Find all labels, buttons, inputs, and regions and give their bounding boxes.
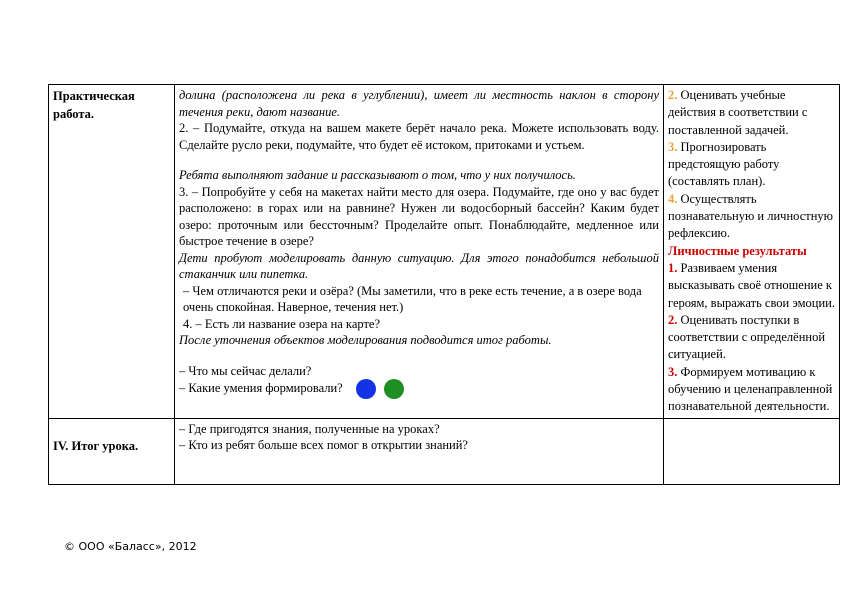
result-text: Формируем мотивацию к обучению и целенаправленной познавательной деятельности. bbox=[668, 364, 833, 414]
result-number: 2. bbox=[668, 88, 678, 102]
result-item bbox=[668, 87, 835, 139]
activity-paragraph: 2. – Подумайте, откуда на вашем макете берёт начало река. Можете использовать воду. Сделайте русло реки, подумайте, что будет её истоком, притоками и устьем. bbox=[179, 121, 659, 152]
result-number: 2. bbox=[668, 312, 678, 327]
paragraph-spacer bbox=[179, 349, 659, 363]
summary-question: – Где пригодятся знания, полученные на уроках? bbox=[179, 421, 440, 436]
reflection-dots bbox=[356, 379, 409, 399]
blue-circle-icon bbox=[356, 379, 376, 399]
result-item bbox=[668, 191, 835, 243]
stage-cell-summary bbox=[49, 418, 175, 484]
summary-cell bbox=[175, 418, 664, 484]
result-text: Прогнозировать предстоящую работу (составлять план). bbox=[668, 139, 780, 189]
stage-cell-practical bbox=[49, 85, 175, 419]
activity-paragraph: 3. – Попробуйте у себя на макетах найти место для озера. Подумайте, где оно у вас будет расположено: в горах или на равнине? Нужен ли водосборный бассейн? Каким будет озеро: проточным или бессточным? Проделайте опыт. Понаблюдайте, медленное или быстрое течение в озере? bbox=[179, 184, 659, 248]
activity-paragraph: – Что мы сейчас делали? bbox=[179, 363, 312, 378]
result-item bbox=[668, 312, 835, 364]
activity-paragraph: Дети пробуют моделировать данную ситуацию. Для этого понадобится небольшой стаканчик или пипетка. bbox=[179, 250, 659, 281]
activity-paragraph: – Чем отличаются реки и озёра? (Мы заметили, что в реке есть течение, а в озере вода очень спокойная. Наверное, течения нет.) bbox=[183, 283, 642, 314]
personal-results-list bbox=[668, 260, 835, 416]
activity-last-line bbox=[179, 379, 659, 399]
paragraph-spacer bbox=[179, 153, 659, 167]
activity-paragraph: 4. – Есть ли название озера на карте? bbox=[183, 316, 381, 331]
result-text: Оценивать поступки в соответствии с определённой ситуацией. bbox=[668, 312, 826, 362]
result-number: 1. bbox=[668, 260, 678, 275]
question-skills: – Какие умения формировали? bbox=[179, 380, 343, 395]
result-item bbox=[668, 364, 835, 416]
result-number: 4. bbox=[668, 191, 678, 206]
regulatory-results-list bbox=[668, 87, 835, 243]
activity-paragraph: После уточнения объектов моделирования подводится итог работы. bbox=[179, 333, 552, 347]
empty-results-cell bbox=[664, 418, 840, 484]
result-text: Развиваем умения высказывать своё отношение к героям, выражать свои эмоции. bbox=[668, 260, 835, 310]
table-row bbox=[49, 418, 840, 484]
result-item bbox=[668, 139, 835, 191]
result-text: Осуществлять познавательную и личностную рефлексию. bbox=[668, 191, 833, 241]
stage-label: IV. Итог урока. bbox=[53, 438, 139, 453]
table-row bbox=[49, 85, 840, 419]
stage-label: Практическая работа. bbox=[53, 89, 135, 121]
personal-results-heading: Личностные результаты bbox=[668, 243, 807, 258]
green-circle-icon bbox=[384, 379, 404, 399]
lesson-table bbox=[48, 84, 840, 485]
activity-text bbox=[179, 87, 659, 379]
summary-question: – Кто из ребят больше всех помог в открытии знаний? bbox=[179, 438, 468, 453]
result-number: 3. bbox=[668, 364, 678, 379]
result-number: 3. bbox=[668, 139, 678, 154]
activity-paragraph: Ребята выполняют задание и рассказывают о том, что у них получилось. bbox=[179, 168, 576, 182]
result-item bbox=[668, 260, 835, 312]
activity-cell bbox=[175, 85, 664, 419]
activity-paragraph: долина (расположена ли река в углублении), имеет ли местность наклон в сторону течения реки, дают название. bbox=[179, 88, 659, 119]
results-cell bbox=[664, 85, 840, 419]
result-text: Оценивать учебные действия в соответствии с поставленной задачей. bbox=[668, 88, 808, 137]
copyright-footer: © ООО «Баласс», 2012 bbox=[64, 540, 197, 553]
